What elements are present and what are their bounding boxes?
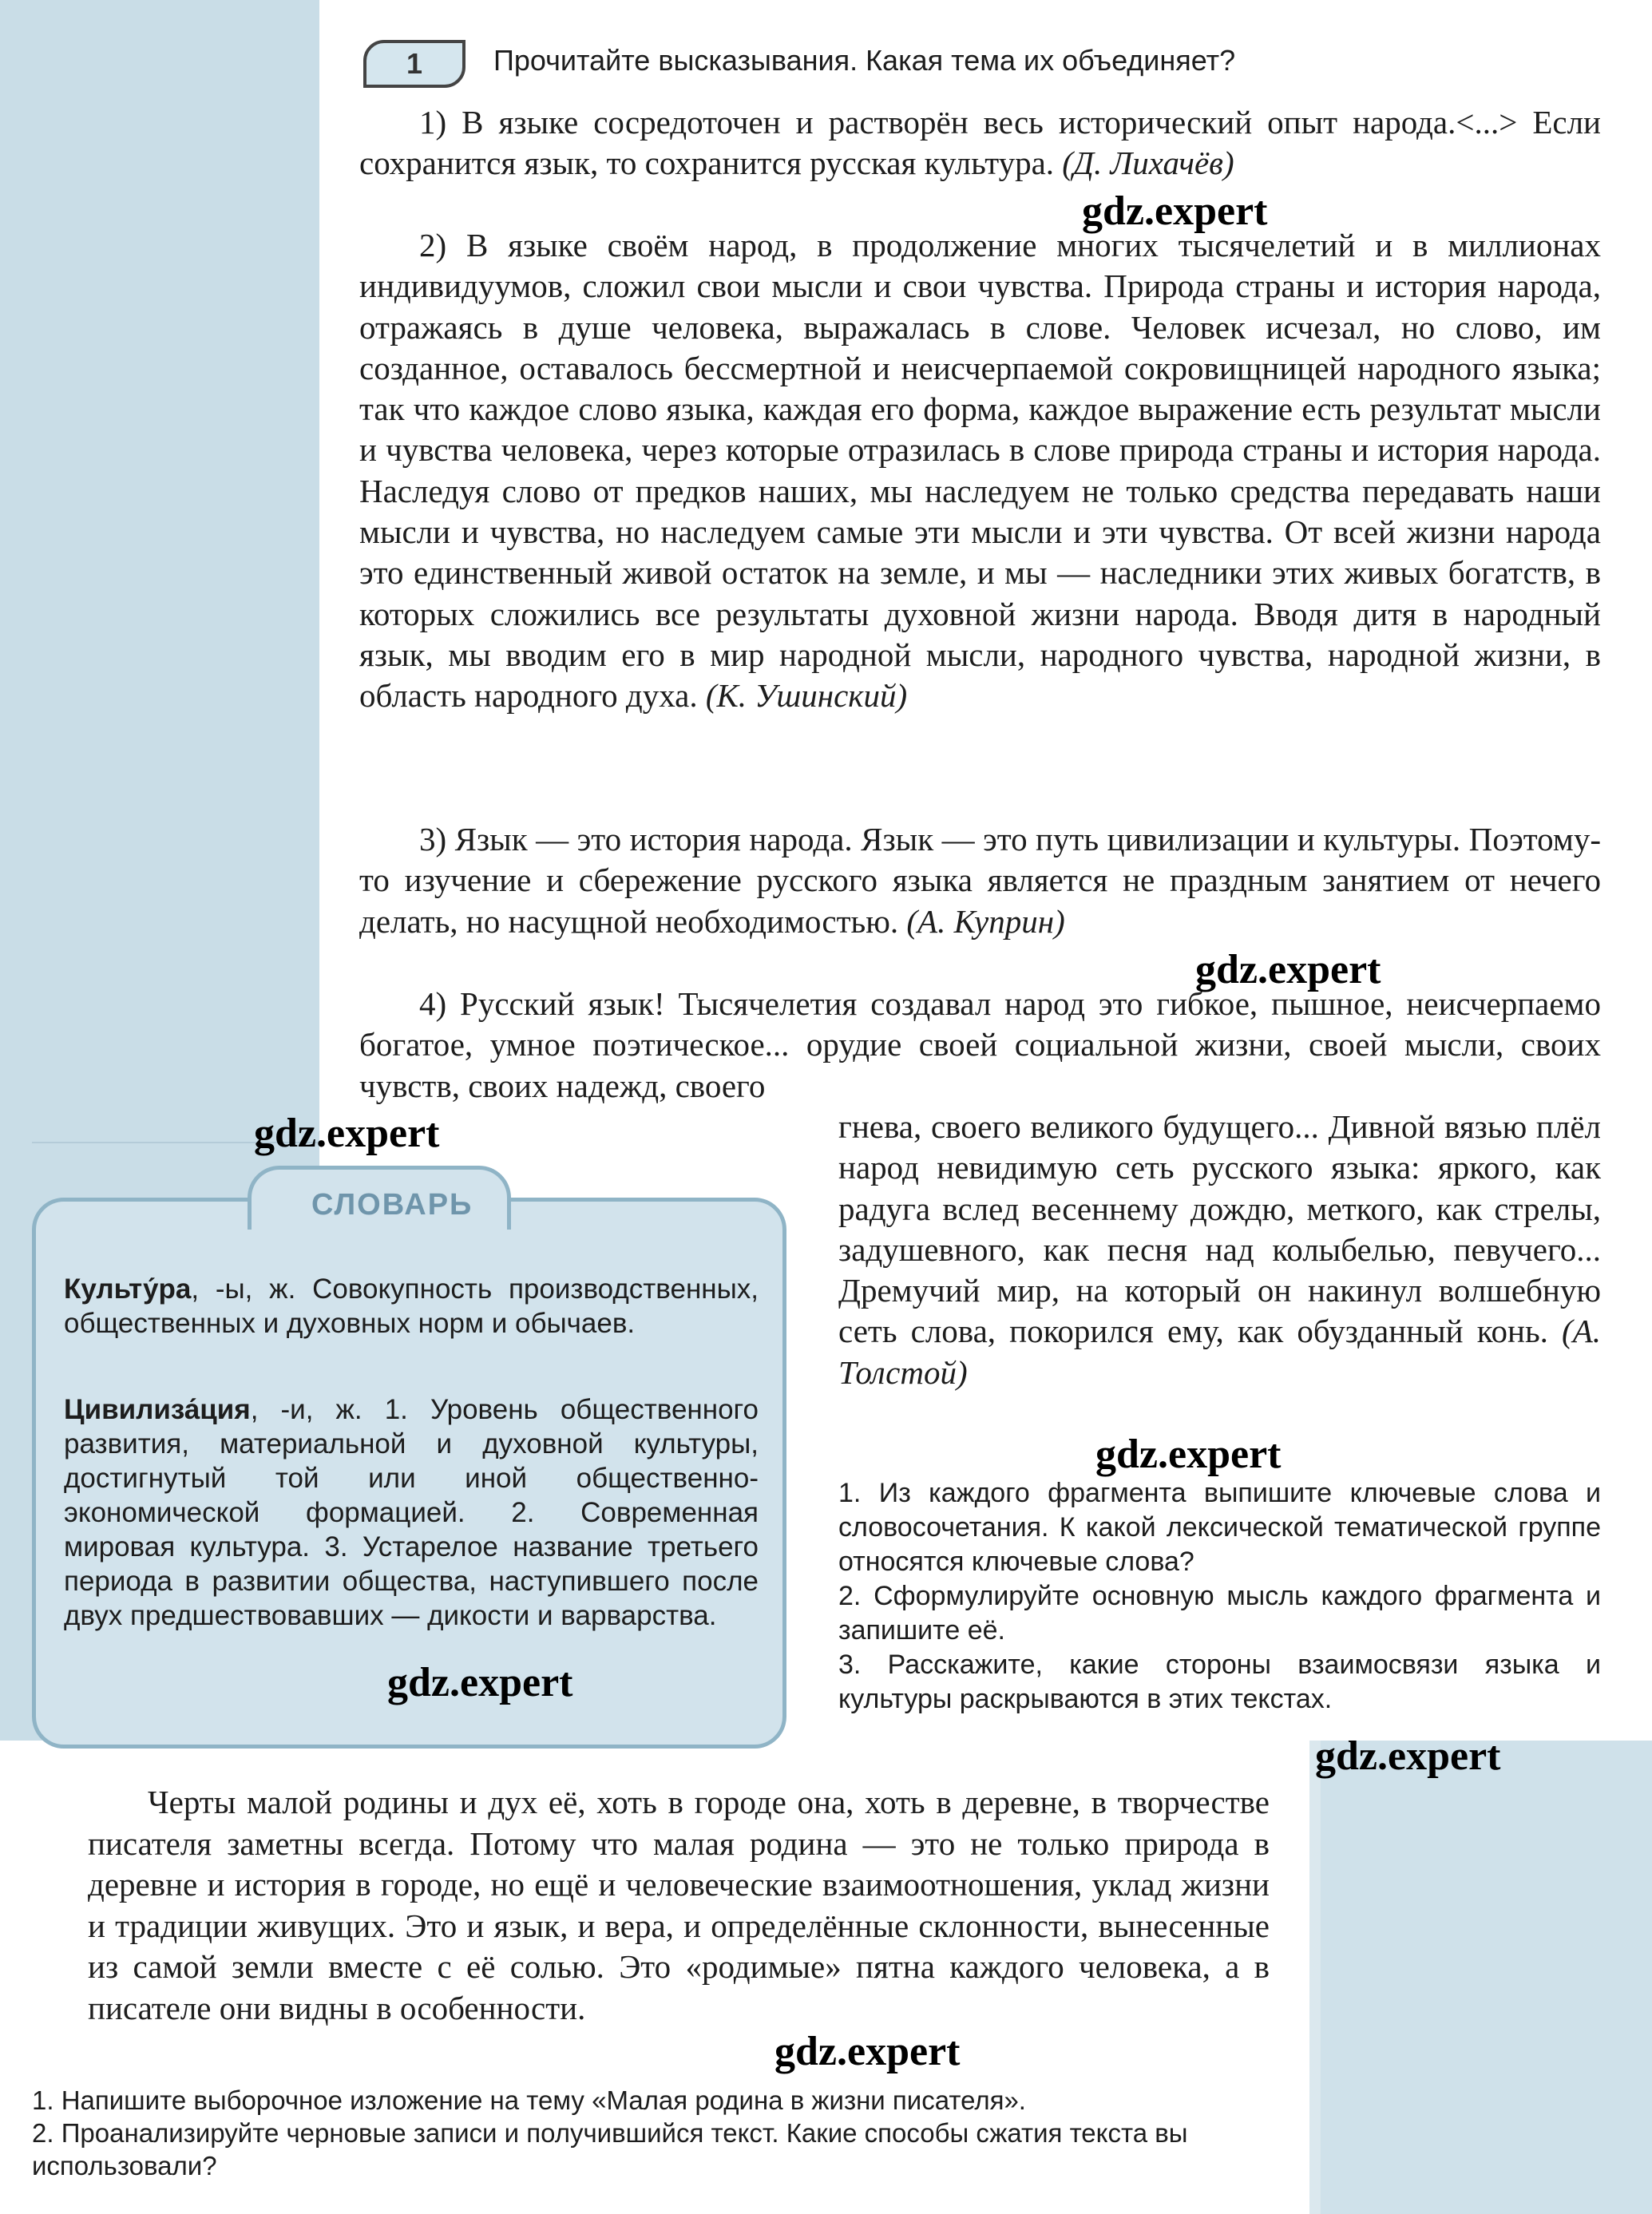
quote-2 [359, 225, 1601, 717]
task-item: 2. Сформулируйте основную мысль каждого фрагмента и запишите её. [838, 1581, 1601, 1646]
watermark: gdz.expert [774, 2029, 961, 2074]
watermark: gdz.expert [1195, 947, 1381, 992]
quote-text: 3) Язык — это история народа. Язык — это путь цивилизации и культуры. Поэтому-то изучение и сбережение русского языка является не праздным занятием от нечего делать, но насущной необходимостью. [359, 821, 1601, 940]
dictionary-definition: , -и, ж. 1. Уровень общественного развития, материальной и духовной культуры, достигнутый той или иной общественно-экономической формацией. 2. Современная мировая культура. 3. Устарелое название третьего периода в развитии общества, наступившего после двух предшествовавших — дикости и варварства. [64, 1394, 759, 1631]
dictionary-entry [64, 1392, 759, 1633]
dictionary-entry [64, 1272, 759, 1341]
quote-text: 2) В языке своём народ, в продолжение многих тысячелетий и в миллионах индивидуумов, сложил свои мысли и свои чувства. Природа страны и история народа, отражаясь в душе человека, выражалась в слове. Человек исчезал, но слово, им созданное, оставалось бессмертной и неисчерпаемой сокровищницей народного языка; так что каждое слово языка, каждая его форма, каждое выражение есть результат мысли и чувства человека, через которые отразилась в слове природа страны и история народа. Наследуя слово от предков наших, мы наследуем не только средства передавать наши мысли и чувства, но наследуем самые эти мысли и эти чувства. От всей жизни народа это единственный живой остаток на земле, и мы — наследники этих живых богатств, в которых сложились все результаты духовной жизни народа. Вводя дитя в народный язык, мы вводим его в мир народной мысли, народного чувства, народной жизни, в область народного духа. [359, 227, 1601, 715]
task-item: 1. Из каждого фрагмента выпишите ключевые слова и словосочетания. К какой лексической тематической группе относятся ключевые слова? [838, 1478, 1601, 1577]
watermark: gdz.expert [1082, 188, 1268, 234]
lower-right-band [1317, 1741, 1652, 2214]
watermark: gdz.expert [387, 1660, 573, 1705]
quote-text: 1) В языке сосредоточен и растворён весь исторический опыт народа.<...> Если сохранится язык, то сохранится русская культура. [359, 104, 1601, 182]
dictionary-term: Культу́ра [64, 1273, 192, 1305]
lower-panel-edge [1309, 1741, 1321, 2214]
quote-1 [359, 102, 1601, 184]
dictionary-definition: , -ы, ж. Совокупность производственных, общественных и духовных норм и обычаев. [64, 1273, 759, 1339]
dictionary-title: СЛОВАРЬ [311, 1188, 473, 1222]
quote-text: гнева, своего великого будущего... Дивной вязью плёл народ невидимую сеть русского языка: яркого, как радуга вслед весеннему дождю, меткого, как стрелы, задушевного, как песня над колыбелью, певучего... Дремучий мир, на который он накинул волшебную сеть слова, покорился ему, как обузданный конь. [838, 1108, 1601, 1350]
lower-excerpt-text: Черты малой родины и дух её, хоть в городе она, хоть в деревне, в творчестве писателя заметны всегда. Потому что малая родина — это не только природа в деревне и история в городе, но ещё и человеческие взаимоотношения, уклад жизни и традиции живущих. Это и язык, и вера, и определённые склонности, вынесенные из самой земли вместе с её солью. Это «родимые» пятна каждого человека, а в писателе они видны в особенности. [88, 1784, 1270, 2026]
quote-author: (А. Толстой) [838, 1313, 1601, 1391]
exercise-number-badge: 1 [363, 40, 465, 88]
dictionary-term: Цивилиза́ция [64, 1394, 251, 1425]
quote-author: (К. Ушинский) [705, 677, 908, 715]
watermark: gdz.expert [1315, 1733, 1501, 1779]
task-item: 2. Проанализируйте черновые записи и получившийся текст. Какие способы сжатия текста вы использовали? [32, 2118, 1188, 2180]
watermark: gdz.expert [254, 1111, 440, 1156]
quote-author: (Д. Лихачёв) [1062, 145, 1234, 182]
quote-3 [359, 819, 1601, 942]
quote-author: (А. Куприн) [906, 902, 1065, 940]
exercise-prompt: Прочитайте высказывания. Какая тема их объединяет? [493, 44, 1236, 77]
quote-4-top: 4) Русский язык! Тысячелетия создавал народ это гибкое, пышное, неисчерпаемо богатое, умное поэтическое... орудие своей социальной жизни, своей мысли, своих чувств, своих надежд, своего [359, 985, 1601, 1104]
task-item: 1. Напишите выборочное изложение на тему «Малая родина в жизни писателя». [32, 2085, 1026, 2115]
lower-task-list [32, 2084, 1278, 2182]
quote-4-continuation [838, 1107, 1601, 1393]
task-item: 3. Расскажите, какие стороны взаимосвязи языка и культуры раскрываются в этих текстах. [838, 1650, 1601, 1714]
watermark: gdz.expert [1095, 1432, 1282, 1477]
task-list [838, 1476, 1601, 1717]
